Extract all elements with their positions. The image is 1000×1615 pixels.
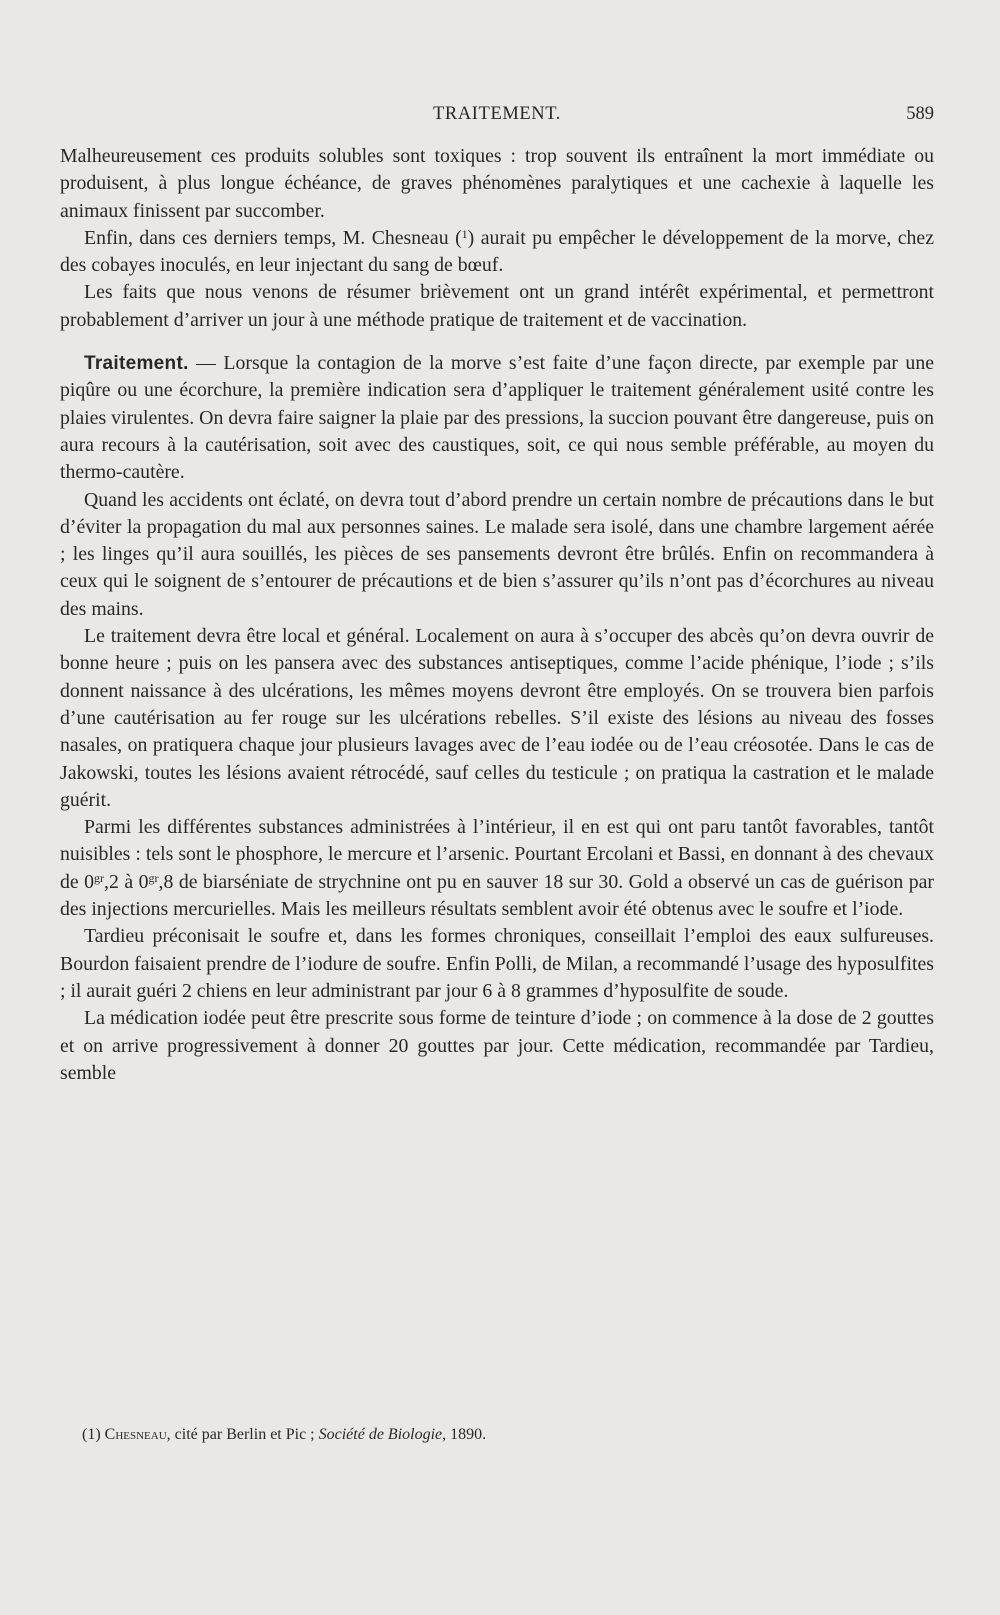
paragraph bbox=[60, 814, 934, 923]
footnote-text: , cité par Berlin et Pic ; bbox=[166, 1426, 319, 1443]
paragraph-text: Le traitement devra être local et général. Localement on aura à s’occuper des abcès qu’on devra ouvrir de bonne heure ; puis on les pansera avec des substances antiseptiques, comme l’acide phénique, l’iode ; s’ils donnent naissance à des ulcérations, les mêmes moyens devront être employés. On se trouvera bien parfois d’une cautérisation au fer rouge sur les ulcérations rebelles. S’il existe des lésions au niveau des fosses nasales, on pratiquera chaque jour plusieurs lavages avec de l’eau iodée ou de l’eau créosotée. Dans le cas de Jakowski, toutes les lésions avaient rétrocédé, sauf celles du testicule ; on pratiqua la castration et le malade guérit. bbox=[60, 625, 934, 811]
paragraph-text: La médication iodée peut être prescrite sous forme de teinture d’iode ; on commence à la dose de 2 gouttes et on arrive progressivement à donner 20 gouttes par jour. Cette médication, recommandée par Tardieu, semble bbox=[60, 1007, 934, 1084]
paragraph-text: Tardieu préconisait le soufre et, dans les formes chroniques, conseillait l’emploi des eaux sulfureuses. Bourdon faisaient prendre de l’iodure de soufre. Enfin Polli, de Milan, a recommandé l’usage des hyposulfites ; il aurait guéri 2 chiens en leur administrant par jour 6 à 8 grammes d’hyposulfite de soude. bbox=[60, 925, 934, 1002]
unit-superscript: gr bbox=[94, 870, 105, 885]
running-head bbox=[60, 104, 934, 134]
footnote-year: , 1890. bbox=[442, 1426, 487, 1443]
paragraph bbox=[60, 350, 934, 486]
paragraph bbox=[60, 923, 934, 1005]
footnote bbox=[82, 1424, 932, 1446]
footnote-marker: (1) bbox=[82, 1426, 101, 1443]
paragraph-text: ) aurait pu empêcher le développement de la morve, chez des cobayes inoculés, en leur injectant du sang de bœuf. bbox=[60, 226, 934, 277]
paragraph-text: Quand les accidents ont éclaté, on devra tout d’abord prendre un certain nombre de précautions dans le but d’éviter la propagation du mal aux personnes saines. Le malade sera isolé, dans une chambre largement aérée ; les linges qu’il aura souillés, les pièces de ses pansements devront être brûlés. Enfin on recommandera à ceux qui le soignent de s’entourer de précautions et de bien s’assurer qu’ils n’ont pas d’écorchures au niveau des mains. bbox=[60, 488, 934, 620]
paragraph bbox=[60, 623, 934, 814]
running-head-title: TRAITEMENT. bbox=[432, 104, 562, 124]
paragraph-text: Les faits que nous venons de résumer brièvement ont un grand intérêt expérimental, et permettront probablement d’arriver un jour à une méthode pratique de traitement et de vaccination. bbox=[60, 281, 934, 331]
footnote-journal: Société de Biologie bbox=[318, 1426, 443, 1443]
paragraph bbox=[60, 1005, 934, 1087]
paragraph bbox=[60, 279, 934, 334]
paragraph bbox=[60, 143, 934, 225]
section-heading: Traitement. bbox=[84, 353, 189, 375]
page-number: 589 bbox=[906, 104, 934, 124]
paragraph bbox=[60, 225, 934, 280]
paragraph-text: ,2 à 0 bbox=[104, 870, 149, 893]
paragraph-text: Parmi les différentes substances administrées à l’intérieur, il en est qui ont paru tantôt favorables, tantôt nuisibles : tels sont le phosphore, le mercure et l’arsenic. Pourtant Ercolani et Bassi, en donnant à des chevaux de 0 bbox=[60, 816, 934, 893]
paragraph-text: ,8 de biarséniate de strychnine ont pu en sauver 18 sur 30. Gold a observé un cas de guérison par des injections mercurielles. Mais les meilleurs résultats semblent avoir été obtenus avec le soufre et l’iode. bbox=[60, 870, 934, 921]
paragraph-text: — Lorsque la contagion de la morve s’est faite d’une façon directe, par exemple par une piqûre ou une écorchure, la première indication sera d’appliquer le traitement généralement usité contre les plaies virulentes. On devra faire saigner la plaie par des pressions, la succion pouvant être dangereuse, puis on aura recours à la cautérisation, soit avec des caustiques, soit, ce qui nous semble préférable, au moyen du thermo-cautère. bbox=[60, 352, 934, 484]
footnote-author: Chesneau bbox=[104, 1426, 167, 1443]
footnote-ref[interactable]: 1 bbox=[461, 226, 468, 241]
paragraph-text: Enfin, dans ces derniers temps, M. Chesneau ( bbox=[84, 226, 462, 249]
paragraph-text: Malheureusement ces produits solubles sont toxiques : trop souvent ils entraînent la mort immédiate ou produisent, à plus longue échéance, de graves phénomènes paralytiques et une cachexie à laquelle les animaux finissent par succomber. bbox=[60, 145, 934, 222]
unit-superscript: gr bbox=[148, 870, 159, 885]
body-text bbox=[60, 143, 934, 1087]
paragraph bbox=[60, 487, 934, 623]
